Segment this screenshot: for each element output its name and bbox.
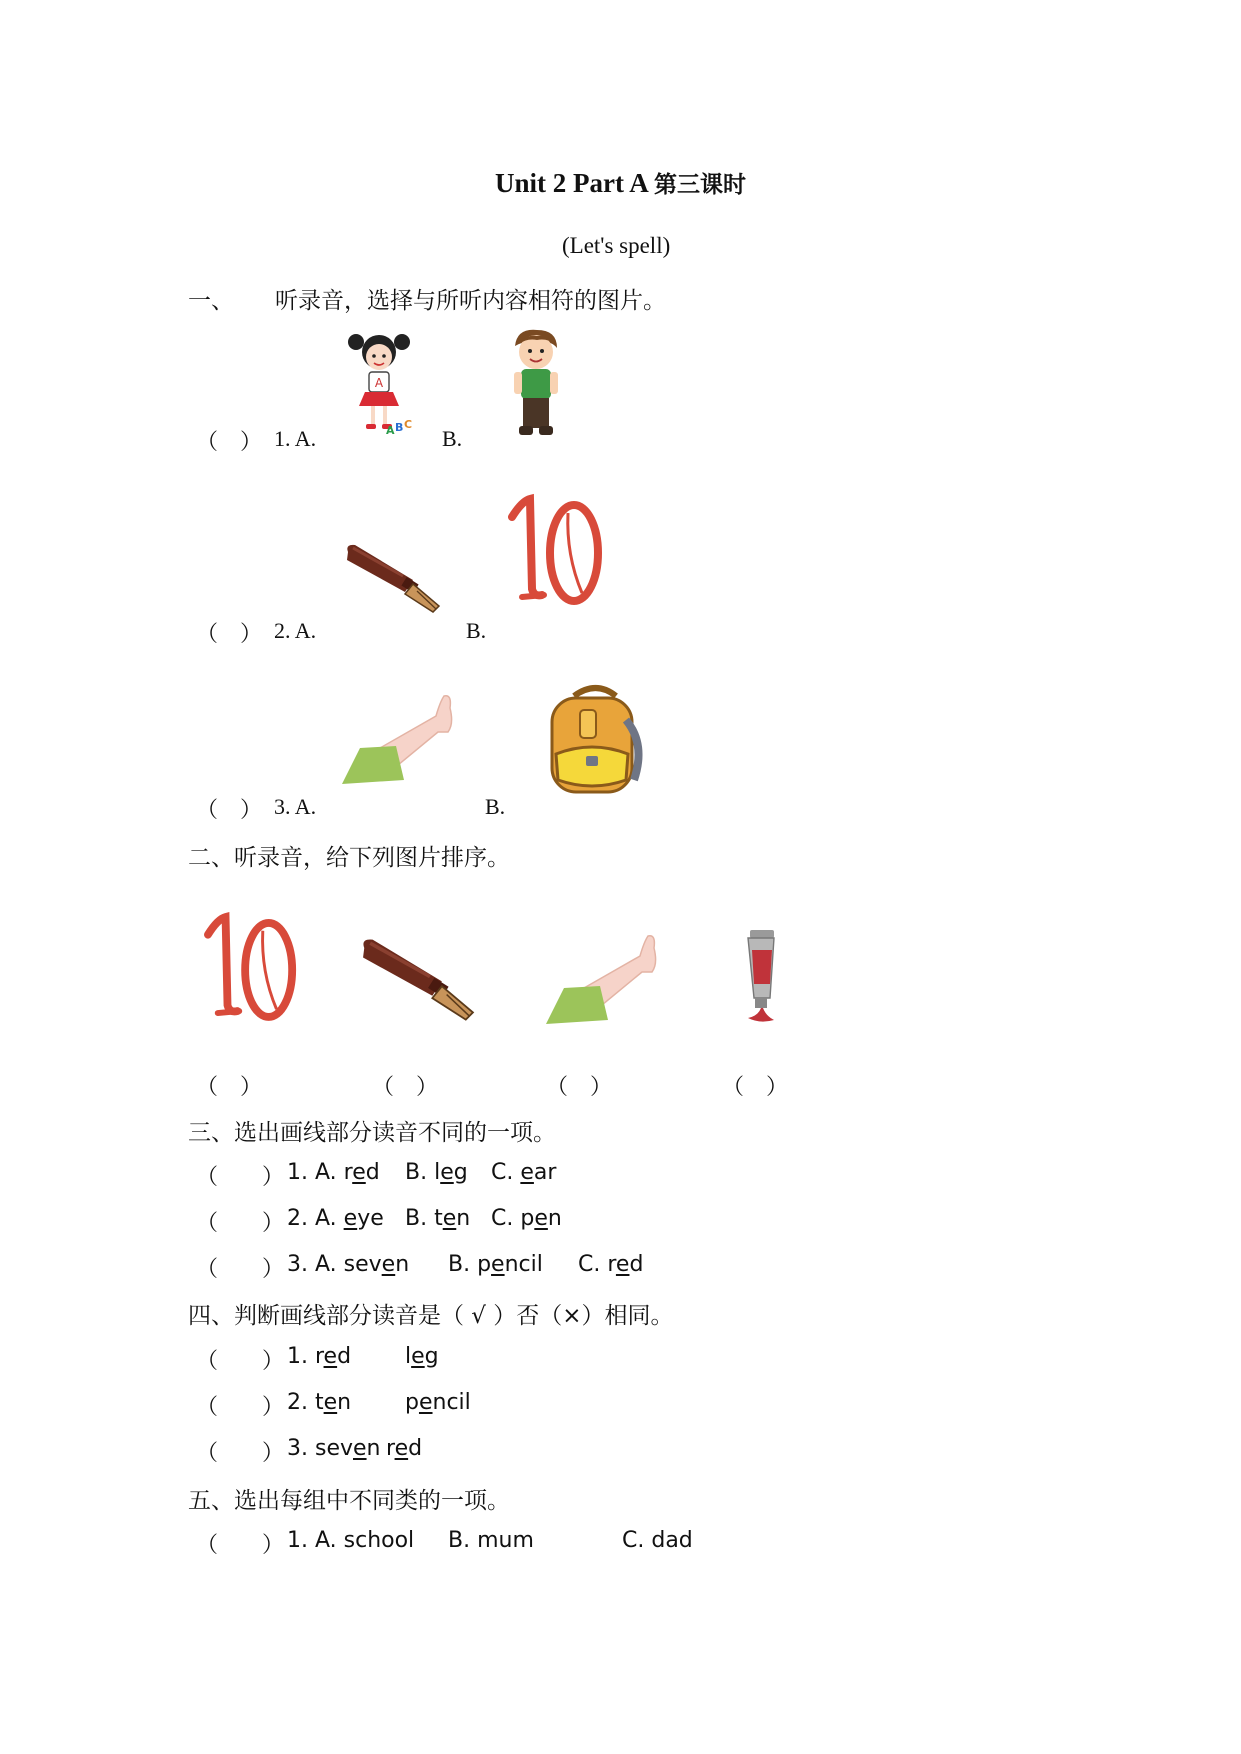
svg-text:A: A [386, 424, 395, 437]
option-b: B. mum [448, 1528, 534, 1553]
option-c: C. red [578, 1252, 644, 1277]
option-b: B. leg [405, 1160, 468, 1185]
word-1: 3. seven [287, 1436, 381, 1461]
answer-paren[interactable]: （ ） [196, 798, 263, 823]
paint-tube-icon [740, 928, 782, 1024]
question-row: 2. A. eye [287, 1206, 384, 1231]
answer-paren[interactable]: （ ） [196, 1257, 285, 1282]
svg-text:B: B [395, 421, 404, 434]
section-4-title: 四、判断画线部分读音是（ √ ）否（×）相同。 [188, 1303, 674, 1329]
boy-icon [507, 326, 563, 444]
title-chinese: 第三课时 [654, 172, 746, 198]
order-paren-4[interactable]: （ ） [722, 1075, 789, 1100]
option-a-label: 1. A. [274, 426, 317, 451]
section-1-number: 一、 [188, 288, 234, 314]
option-c: C. ear [491, 1160, 557, 1185]
answer-paren[interactable]: （ ） [196, 1395, 285, 1420]
worksheet-title [0, 166, 1241, 199]
option-a-label: 2. A. [274, 618, 317, 643]
title-english: Unit 2 Part A [495, 168, 648, 198]
word-1: 1. red [287, 1344, 352, 1369]
section-3-title: 三、选出画线部分读音不同的一项。 [188, 1120, 556, 1146]
question-row: 3. A. seven [287, 1252, 410, 1277]
option-a: 1. A. school [287, 1528, 415, 1553]
leg-icon [544, 928, 662, 1028]
svg-text:A: A [374, 376, 384, 390]
pen-icon [343, 542, 443, 614]
answer-paren[interactable]: （ ） [196, 1349, 285, 1374]
answer-paren[interactable]: （ ） [196, 622, 263, 647]
section-5-title: 五、选出每组中不同类的一项。 [188, 1488, 510, 1514]
answer-paren[interactable]: （ ） [196, 1533, 285, 1558]
section-1-title: 听录音，选择与所听内容相符的图片。 [275, 288, 666, 314]
worksheet-subtitle: (Let's spell) [562, 233, 671, 258]
section-2-title: 二、听录音，给下列图片排序。 [188, 845, 510, 871]
answer-paren[interactable]: （ ） [196, 1441, 285, 1466]
answer-paren[interactable]: （ ） [196, 1211, 285, 1236]
answer-paren[interactable]: （ ） [196, 430, 263, 455]
option-b-label: B. [466, 618, 487, 643]
option-b: B. pencil [448, 1252, 543, 1277]
number-ten-icon [204, 913, 300, 1021]
svg-text:C: C [404, 418, 413, 431]
word-1: 2. ten [287, 1390, 352, 1415]
word-2: pencil [405, 1390, 471, 1415]
order-paren-2[interactable]: （ ） [372, 1075, 439, 1100]
order-paren-3[interactable]: （ ） [546, 1075, 613, 1100]
option-a-label: 3. A. [274, 794, 317, 819]
answer-paren[interactable]: （ ） [196, 1165, 285, 1190]
option-b-label: B. [442, 426, 463, 451]
question-row: 1. A. red [287, 1160, 380, 1185]
word-2: red [386, 1436, 423, 1461]
option-c: C. pen [491, 1206, 562, 1231]
girl-icon [344, 328, 414, 438]
number-ten-icon [508, 495, 606, 605]
option-c: C. dad [622, 1528, 693, 1553]
leg-icon [340, 688, 458, 788]
schoolbag-icon [540, 684, 648, 796]
order-paren-1[interactable]: （ ） [196, 1075, 263, 1100]
word-2: leg [405, 1344, 439, 1369]
option-b: B. ten [405, 1206, 471, 1231]
option-b-label: B. [485, 794, 506, 819]
pen-icon [358, 936, 478, 1022]
